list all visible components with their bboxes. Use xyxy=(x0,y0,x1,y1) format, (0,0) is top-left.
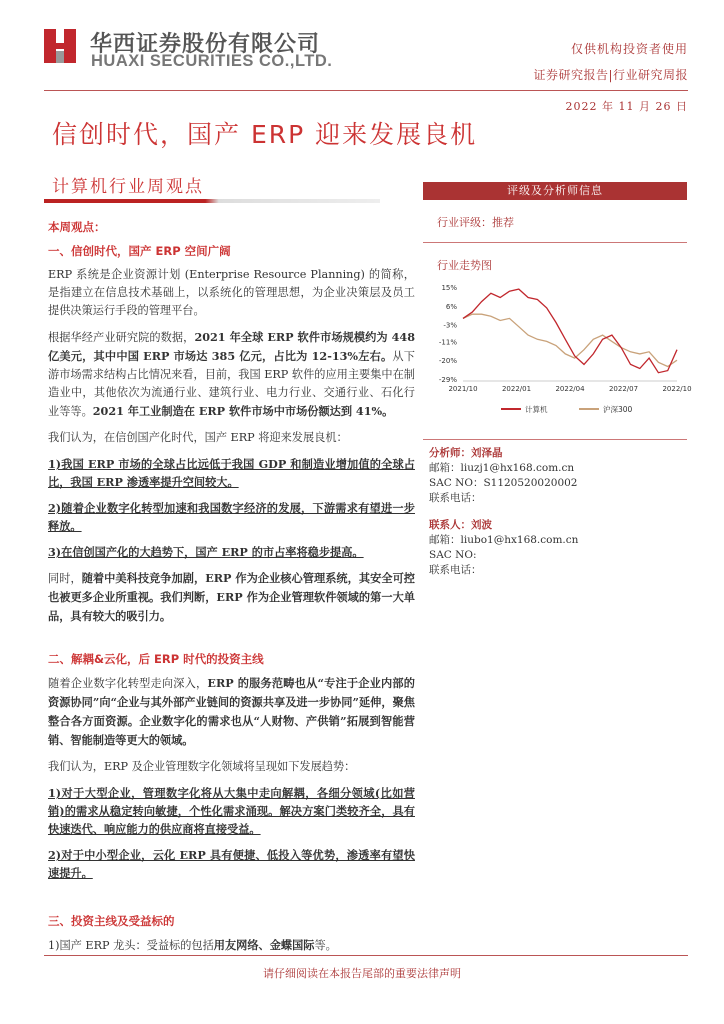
y-tick-label: -20% xyxy=(438,357,457,366)
text-span: 根据华经产业研究院的数据， xyxy=(48,331,195,344)
section1-heading: 一、信创时代，国产 ERP 空间广阔 xyxy=(48,244,231,258)
x-tick-label: 2022/07 xyxy=(608,385,639,393)
contact-phone: 联系电话： xyxy=(429,564,482,576)
x-tick-label: 2022/01 xyxy=(501,385,532,393)
page-subtitle: 计算机行业周观点 xyxy=(52,177,204,197)
text-span: 从下游市场需求结构占比情况来看，目前，我国 ERP 软件的应用主要集中在制造业中，其他依次为流通行业、建筑行业、电力行业、交通行业、石化行业等等。 xyxy=(48,350,415,418)
body-column xyxy=(48,218,415,963)
text-span: 随着企业数字化转型走向深入， xyxy=(48,677,208,690)
huaxi-logo-icon xyxy=(44,27,82,65)
key-point: 2)对于中小型企业，云化 ERP 具有便捷、低投入等优势，渗透率有望快速提升。 xyxy=(48,848,415,880)
rating-sidebar xyxy=(423,182,692,578)
paragraph xyxy=(48,328,415,421)
footer-divider xyxy=(44,955,688,956)
text-span: 1)国产 ERP 龙头：受益标的包括 xyxy=(48,939,214,952)
series-line-hs300 xyxy=(463,314,677,366)
sidebar-divider xyxy=(423,439,687,440)
analyst-name: 分析师：刘泽晶 xyxy=(429,447,503,459)
key-point: 2)随着企业数字化转型加速和我国数字经济的发展，下游需求有望进一步释放。 xyxy=(48,501,415,533)
contact-name: 联系人：刘波 xyxy=(429,519,492,531)
paragraph: 我们认为，ERP 及企业管理数字化领域将呈现如下发展趋势： xyxy=(48,760,356,773)
analyst-phone: 联系电话： xyxy=(429,492,482,504)
section3-heading: 三、投资主线及受益标的 xyxy=(48,914,175,928)
analyst-sac: SAC NO：S1120520020002 xyxy=(429,477,578,489)
industry-rating: 行业评级：推荐 xyxy=(437,216,514,229)
text-span: 同时， xyxy=(48,572,82,585)
x-tick-label: 2022/04 xyxy=(555,385,585,393)
x-tick-label: 2022/10 xyxy=(662,385,692,393)
weekly-view-heading: 本周观点： xyxy=(48,220,106,234)
company-name-cn: 华西证券股份有限公司 xyxy=(90,32,321,57)
paragraph xyxy=(48,936,415,955)
paragraph: 我们认为，在信创国产化时代，国产 ERP 将迎来发展良机： xyxy=(48,431,348,444)
y-tick-label: -29% xyxy=(438,376,457,384)
contact-sac: SAC NO: xyxy=(429,549,477,561)
y-tick-label: -11% xyxy=(438,338,457,347)
sidebar-header: 评级及分析师信息 xyxy=(423,182,687,200)
section2-heading: 二、解耦&云化，后 ERP 时代的投资主线 xyxy=(48,652,264,666)
bold-span: 用友网络、金蝶国际 xyxy=(213,938,315,952)
page-title: 信创时代，国产 ERP 迎来发展良机 xyxy=(52,120,478,149)
paragraph xyxy=(48,569,415,626)
sidebar-divider xyxy=(423,242,687,243)
text-span: 等。 xyxy=(314,939,337,952)
paragraph xyxy=(48,674,415,750)
subtitle-bar xyxy=(44,199,380,203)
legend-label: 沪深300 xyxy=(603,405,633,414)
y-tick-label: 15% xyxy=(441,284,457,292)
bold-span: 2021 年工业制造在 ERP 软件市场中市场份额达到 41%。 xyxy=(92,404,394,418)
y-tick-label: -3% xyxy=(443,321,457,330)
header-divider xyxy=(44,90,688,91)
analyst-email: 邮箱：liuzj1@hx168.com.cn xyxy=(429,462,575,474)
company-name-en: HUAXI SECURITIES CO.,LTD. xyxy=(91,52,333,70)
trend-chart xyxy=(423,279,692,429)
trend-chart-title: 行业走势图 xyxy=(437,259,492,272)
legal-notice: 请仔细阅读在本报告尾部的重要法律声明 xyxy=(263,967,461,980)
legend-label: 计算机 xyxy=(525,405,548,414)
contact-email: 邮箱：liubo1@hx168.com.cn xyxy=(429,534,579,546)
bold-span: ERP 的服务范畴也从“专注于企业内部的资源协同”向“企业与其外部产业链间的资源共享及进一步协同”延伸，聚焦整合各方面资源。企业数字化的需求也从“人财物、产供销”拓展到智能营销、智能制造等更大的领域。 xyxy=(48,676,415,747)
y-tick-label: 6% xyxy=(445,302,457,311)
x-tick-label: 2021/10 xyxy=(448,385,478,393)
audience-note: 仅供机构投资者使用 xyxy=(570,42,688,56)
bold-span: 随着中美科技竞争加剧，ERP 作为企业核心管理系统，其安全可控也被更多企业所重视。我们判断，ERP 作为企业管理软件领域的第一大单品，具有较大的吸引力。 xyxy=(48,571,415,623)
bold-span: 2021 年全球 ERP 软件市场规模约为 448 亿美元，其中中国 ERP 市场达 385 亿元，占比为 12-13%左右。 xyxy=(48,330,415,363)
key-point: 1)对于大型企业，管理数字化将从大集中走向解耦，各细分领域(比如营销)的需求从稳定转向敏捷，个性化需求涌现。解决方案门类较齐全，具有快速迭代、响应能力的供应商将直接受益。 xyxy=(48,786,415,836)
report-date: 2022 年 11 月 26 日 xyxy=(565,100,688,113)
key-point: 3)在信创国产化的大趋势下，国产 ERP 的市占率将稳步提高。 xyxy=(48,545,364,559)
paragraph: ERP 系统是企业资源计划 (Enterprise Resource Planning) 的简称，是指建立在信息技术基础上，以系统化的管理思想，为企业决策层及员工提供决策运行手段的管理平台。 xyxy=(48,268,415,317)
series-line-computer xyxy=(463,289,677,373)
report-type: 证券研究报告|行业研究周报 xyxy=(533,68,688,82)
key-point: 1)我国 ERP 市场的全球占比远低于我国 GDP 和制造业增加值的全球占比，我国 ERP 渗透率提升空间较大。 xyxy=(48,457,415,489)
analyst-info xyxy=(429,446,687,578)
